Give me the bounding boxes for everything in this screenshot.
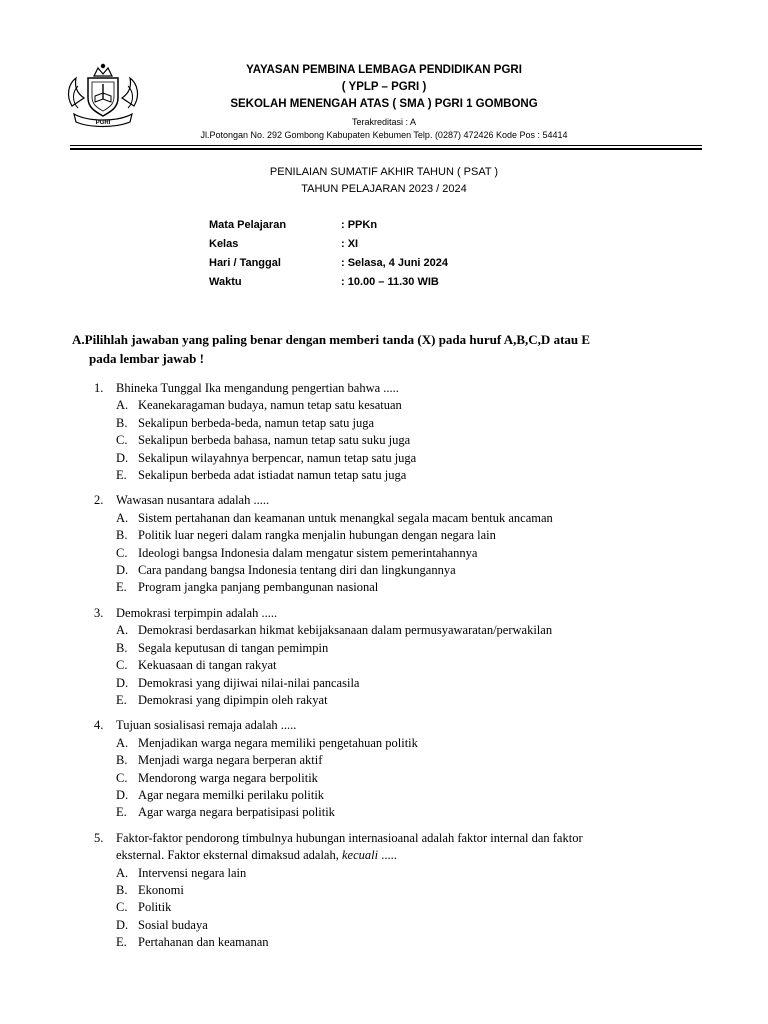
option[interactable] (94, 579, 694, 596)
question-text-line-1: Faktor-faktor pendorong timbulnya hubungan internasioanal adalah faktor internal dan faktor (116, 830, 583, 845)
question-text-ellipsis: ..... (378, 848, 397, 863)
option-text: Ideologi bangsa Indonesia dalam mengatur sistem pemerintahannya (138, 545, 478, 560)
option-letter: E. (116, 692, 127, 707)
question-text (116, 830, 694, 865)
option-text: Politik (138, 900, 172, 915)
option-letter: E. (116, 580, 127, 595)
option-letter: C. (116, 900, 128, 915)
question-text: Wawasan nusantara adalah ..... (116, 493, 270, 508)
option[interactable] (94, 934, 694, 951)
option-letter: C. (116, 658, 128, 673)
question-text: Bhineka Tunggal Ika mengandung pengertian bahwa ..... (116, 381, 399, 395)
header-divider-thick (70, 148, 702, 150)
option[interactable] (94, 640, 694, 657)
foundation-name: YAYASAN PEMBINA LEMBAGA PENDIDIKAN PGRI (246, 64, 522, 76)
exam-title: PENILAIAN SUMATIF AKHIR TAHUN ( PSAT ) (269, 166, 499, 178)
option-letter: B. (116, 882, 128, 897)
instruction (72, 330, 692, 368)
accreditation: Terakreditasi : A (351, 117, 417, 127)
option[interactable] (94, 450, 694, 467)
option[interactable] (94, 622, 694, 639)
option-text: Sistem pertahanan dan keamanan untuk menangkal segala macam bentuk ancaman (138, 510, 553, 525)
info-value: : 10.00 – 11.30 WIB (341, 276, 439, 288)
option-text: Sekalipun berbeda bahasa, namun tetap satu suku juga (138, 433, 411, 448)
letterhead (0, 0, 768, 150)
question-number: 5. (94, 830, 104, 845)
option-text: Sosial budaya (138, 917, 208, 932)
option-text: Agar warga negara berpatisipasi politik (138, 805, 335, 820)
option-text: Mendorong warga negara berpolitik (138, 770, 318, 785)
option-text: Sekalipun berbeda adat istiadat namun tetap satu juga (138, 468, 407, 483)
question-number: 1. (94, 381, 104, 395)
info-label: Kelas (209, 238, 239, 250)
option-text: Demokrasi yang dijiwai nilai-nilai pancasila (138, 675, 360, 690)
question-number: 2. (94, 493, 104, 508)
option[interactable] (94, 432, 694, 449)
option[interactable] (94, 510, 694, 527)
option-letter: D. (116, 675, 129, 690)
question-text: Demokrasi terpimpin adalah ..... (116, 605, 278, 620)
option-letter: A. (116, 623, 129, 638)
question-4 (94, 717, 694, 821)
option[interactable] (94, 657, 694, 674)
question-number: 4. (94, 718, 104, 733)
option-letter: E. (116, 805, 127, 820)
option-letter: B. (116, 640, 128, 655)
option-text: Politik luar negeri dalam rangka menjalin hubungan dengan negara lain (138, 528, 496, 543)
question-3 (94, 605, 694, 709)
option-text: Agar negara memilki perilaku politik (138, 787, 325, 802)
option-text: Program jangka panjang pembangunan nasional (138, 580, 379, 595)
instruction-line-1: A.Pilihlah jawaban yang paling benar dengan memberi tanda (X) pada huruf A,B,C,D atau E (72, 332, 591, 347)
option-text: Intervensi negara lain (138, 865, 247, 880)
question-5 (94, 830, 694, 952)
option-text: Sekalipun wilayahnya berpencar, namun tetap satu juga (138, 450, 417, 465)
foundation-abbrev: ( YPLP – PGRI ) (341, 81, 427, 93)
question-list (94, 380, 694, 960)
option[interactable] (94, 770, 694, 787)
instruction-line-2: pada lembar jawab ! (89, 351, 204, 366)
question-text: Tujuan sosialisasi remaja adalah ..... (116, 718, 297, 733)
option-text: Kekuasaan di tangan rakyat (138, 658, 277, 673)
school-name: SEKOLAH MENENGAH ATAS ( SMA ) PGRI 1 GOMBONG (230, 98, 538, 110)
option[interactable] (94, 562, 694, 579)
option-text: Cara pandang bangsa Indonesia tentang diri dan lingkungannya (138, 563, 456, 578)
option-letter: B. (116, 753, 128, 768)
info-label: Hari / Tanggal (209, 257, 281, 269)
option-letter: D. (116, 450, 129, 465)
question-number: 3. (94, 605, 104, 620)
option-letter: D. (116, 563, 129, 578)
option-letter: A. (116, 510, 129, 525)
question-1 (94, 380, 694, 484)
info-label: Mata Pelajaran (209, 219, 287, 231)
option-text: Sekalipun berbeda-beda, namun tetap satu juga (138, 415, 375, 430)
option-text: Menjadi warga negara berperan aktif (138, 753, 323, 768)
option-letter: D. (116, 917, 129, 932)
info-row-class (209, 235, 448, 254)
option[interactable] (94, 917, 694, 934)
info-row-time (209, 273, 448, 292)
option-letter: C. (116, 545, 128, 560)
exam-info (209, 216, 448, 292)
option-text: Pertahanan dan keamanan (138, 935, 269, 950)
info-value: : Selasa, 4 Juni 2024 (341, 257, 449, 269)
option[interactable] (94, 675, 694, 692)
option[interactable] (94, 527, 694, 544)
school-address: Jl.Potongan No. 292 Gombong Kabupaten Kebumen Telp. (0287) 472426 Kode Pos : 54414 (200, 130, 568, 140)
option-letter: D. (116, 787, 129, 802)
option-letter: B. (116, 528, 128, 543)
option-letter: A. (116, 735, 129, 750)
option[interactable] (94, 397, 694, 414)
question-2 (94, 492, 694, 596)
question-text-emphasis: kecuali (341, 848, 379, 863)
option-text: Segala keputusan di tangan pemimpin (138, 640, 329, 655)
option-letter: B. (116, 415, 128, 430)
option-text: Keanekaragaman budaya, namun tetap satu kesatuan (138, 398, 402, 413)
option-text: Demokrasi yang dipimpin oleh rakyat (138, 692, 328, 707)
option-letter: A. (116, 398, 129, 413)
option-letter: A. (116, 865, 129, 880)
option[interactable] (94, 415, 694, 432)
option-letter: C. (116, 433, 128, 448)
option[interactable] (94, 692, 694, 709)
info-value: : PPKn (341, 219, 378, 231)
option-letter: E. (116, 468, 127, 483)
option-letter: E. (116, 935, 127, 950)
option-text: Demokrasi berdasarkan hikmat kebijaksanaan dalam permusyawaratan/perwakilan (138, 623, 553, 638)
exam-year: TAHUN PELAJARAN 2023 / 2024 (301, 183, 467, 195)
option[interactable] (94, 467, 694, 484)
question-text-line-2: eksternal. Faktor eksternal dimaksud adalah, (116, 848, 342, 863)
info-label: Waktu (209, 276, 242, 288)
option-letter: C. (116, 770, 128, 785)
option[interactable] (94, 787, 694, 804)
option[interactable] (94, 752, 694, 769)
info-row-date (209, 254, 448, 273)
option[interactable] (94, 882, 694, 899)
option[interactable] (94, 899, 694, 916)
option-text: Menjadikan warga negara memiliki pengetahuan politik (138, 735, 418, 750)
option[interactable] (94, 865, 694, 882)
option[interactable] (94, 545, 694, 562)
option-text: Ekonomi (138, 882, 184, 897)
option[interactable] (94, 735, 694, 752)
header-divider-thin (70, 145, 702, 146)
info-value: : XI (341, 238, 359, 250)
logo-label: PGRI (95, 120, 111, 126)
info-row-subject (209, 216, 448, 235)
option[interactable] (94, 804, 694, 821)
